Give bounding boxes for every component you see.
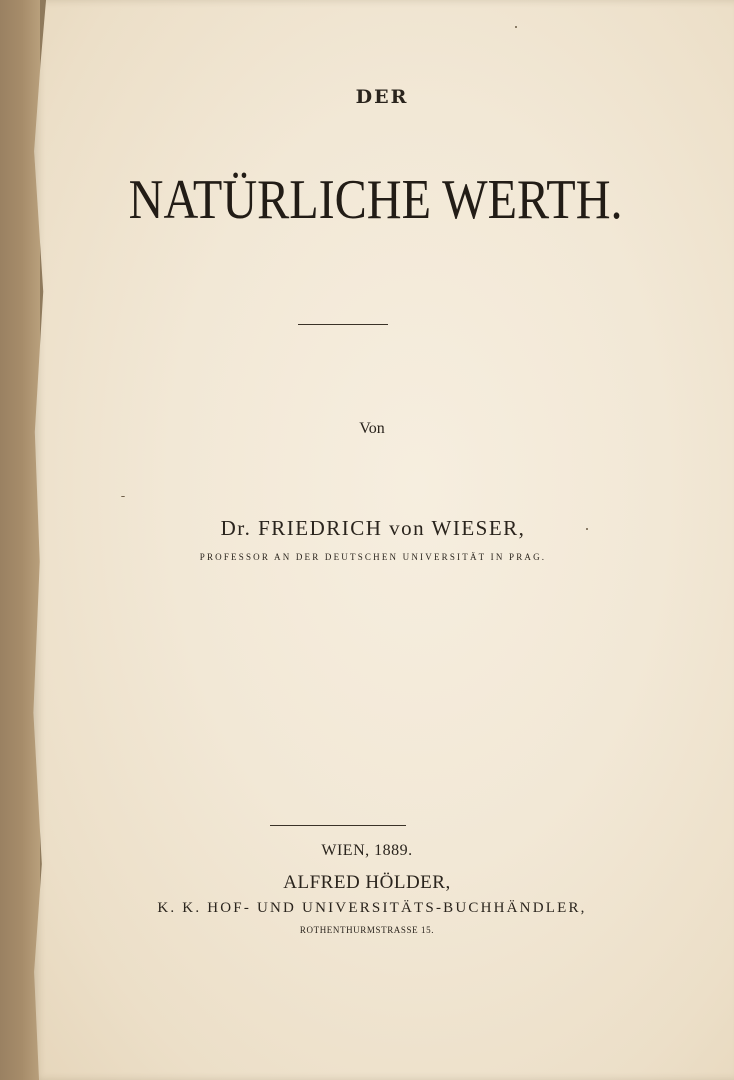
imprint-place-year: WIEN, 1889. bbox=[321, 842, 413, 859]
book-title: NATÜRLICHE WERTH. bbox=[128, 169, 623, 231]
imprint-publisher: ALFRED HÖLDER, bbox=[283, 872, 451, 893]
by-line: Von bbox=[359, 420, 385, 437]
imprint-divider-rule bbox=[270, 825, 406, 826]
imprint-address: ROTHENTHURMSTRASSE 15. bbox=[299, 925, 435, 935]
author-name: Dr. FRIEDRICH von WIESER, bbox=[220, 516, 526, 540]
title-divider-rule bbox=[298, 324, 388, 325]
author-affiliation: PROFESSOR AN DER DEUTSCHEN UNIVERSITÄT IN PRAG. bbox=[199, 552, 547, 562]
paper-speck bbox=[121, 496, 125, 497]
imprint-publisher-title: K. K. HOF- UND UNIVERSITÄTS-BUCHHÄNDLER, bbox=[157, 900, 587, 916]
paper-speck bbox=[515, 26, 517, 28]
paper-speck bbox=[586, 528, 588, 530]
title-article: DER bbox=[355, 86, 409, 108]
